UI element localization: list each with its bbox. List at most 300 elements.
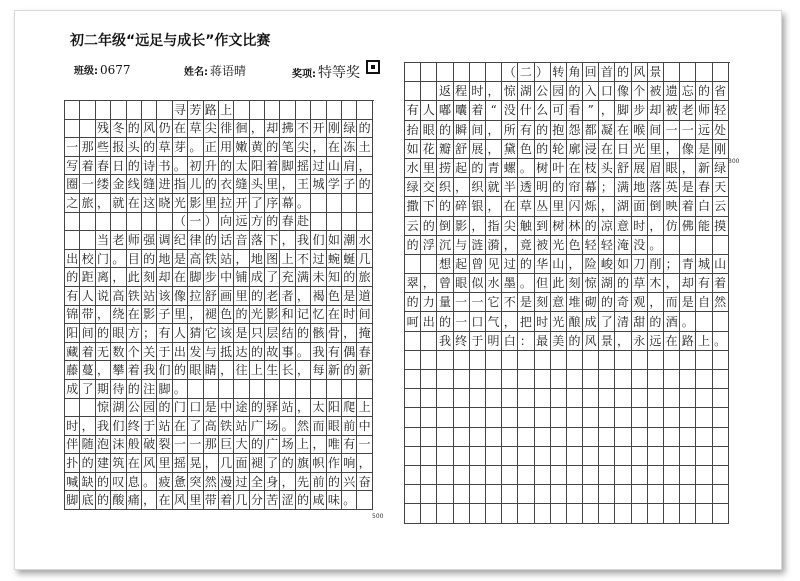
right-grid-cell [437, 63, 453, 82]
class-value: 0677 [100, 63, 131, 77]
right-grid-cell: 刚 [713, 140, 729, 159]
left-grid-cell: 的 [265, 138, 280, 157]
left-grid-cell: 几 [357, 250, 372, 269]
right-grid-cell: 奇 [615, 293, 631, 312]
left-grid-cell [142, 213, 157, 232]
left-grid-cell: 幕 [280, 194, 295, 213]
left-grid-cell: 初 [188, 157, 203, 176]
right-grid-cell [664, 485, 680, 504]
right-grid-cell: 佛 [680, 217, 696, 236]
left-grid-cell: 儿 [188, 175, 203, 194]
left-grid-cell: 的 [204, 231, 219, 250]
left-grid-cell: ， [111, 268, 126, 287]
left-grid-cell: 一 [80, 175, 95, 194]
right-grid-cell: 展 [632, 159, 648, 178]
right-grid-cell [486, 428, 502, 447]
right-grid-cell [502, 408, 518, 427]
left-grid-cell: 一 [173, 436, 188, 455]
right-grid-cell: 就 [486, 178, 502, 197]
right-grid-cell [535, 447, 551, 466]
right-grid-cell: 间 [470, 121, 486, 140]
right-grid-cell [680, 466, 696, 485]
right-grid-cell [615, 370, 631, 389]
right-grid-cell [713, 351, 729, 370]
right-grid-cell: 帘 [567, 178, 583, 197]
right-grid-cell: 曾 [470, 255, 486, 274]
left-grid-cell: 褪 [250, 454, 265, 473]
left-grid-cell: 个 [127, 343, 142, 362]
right-grid-cell [696, 312, 712, 331]
right-grid-cell [405, 82, 421, 101]
left-grid-cell: 过 [234, 473, 249, 492]
right-grid-cell [713, 370, 729, 389]
right-grid-cell: ， [648, 293, 664, 312]
right-grid-cell [486, 466, 502, 485]
right-grid-cell: 观 [632, 293, 648, 312]
left-grid-cell: 冬 [111, 120, 126, 139]
right-grid-cell [648, 447, 664, 466]
right-grid-cell: 师 [696, 101, 712, 120]
right-grid-cell: 此 [551, 274, 567, 293]
left-grid-cell: 层 [265, 324, 280, 343]
left-grid-cell: ， [342, 324, 357, 343]
right-grid-cell: 碎 [454, 197, 470, 216]
left-grid-cell: 有 [342, 436, 357, 455]
right-grid-cell: 里 [648, 140, 664, 159]
left-grid-cell: 摇 [296, 157, 311, 176]
right-grid-cell: 着 [713, 274, 729, 293]
left-grid-cell: 的 [296, 491, 311, 510]
right-grid-cell [405, 408, 421, 427]
right-grid-cell: ， [664, 274, 680, 293]
right-grid-cell [405, 466, 421, 485]
right-grid-cell: 终 [454, 332, 470, 351]
left-grid-cell: 色 [219, 306, 234, 325]
right-grid-cell: 与 [454, 236, 470, 255]
right-grid-cell: 时 [470, 82, 486, 101]
right-grid-cell [551, 466, 567, 485]
right-grid-cell: 树 [551, 217, 567, 236]
left-grid-cell: 裂 [157, 436, 172, 455]
right-grid-cell: 云 [713, 197, 729, 216]
left-grid-cell: 待 [111, 380, 126, 399]
right-grid-cell: 的 [405, 293, 421, 312]
left-grid-cell: 扑 [65, 454, 80, 473]
right-grid-cell: 的 [615, 274, 631, 293]
right-grid-cell: 湖 [518, 82, 534, 101]
left-grid-cell: 太 [234, 157, 249, 176]
right-grid-cell: 草 [632, 274, 648, 293]
right-grid-cell: 口 [599, 82, 615, 101]
right-grid-cell: 风 [632, 63, 648, 82]
left-grid-cell: 。 [280, 417, 295, 436]
right-grid-cell: 沉 [437, 236, 453, 255]
left-grid-cell [65, 120, 80, 139]
right-grid-cell [518, 370, 534, 389]
right-grid-cell: 山 [713, 255, 729, 274]
right-grid-cell: 光 [632, 140, 648, 159]
right-grid-cell: 是 [680, 293, 696, 312]
right-grid-cell: 地 [632, 178, 648, 197]
left-grid-cell: 门 [96, 250, 111, 269]
right-grid-cell [470, 351, 486, 370]
left-grid-cell: 风 [142, 454, 157, 473]
right-grid-cell [696, 351, 712, 370]
left-grid-cell: 脚 [280, 157, 295, 176]
left-grid-cell: 大 [234, 436, 249, 455]
right-grid-cell [405, 255, 421, 274]
left-grid-cell: 在 [173, 120, 188, 139]
right-grid-cell: 景 [648, 63, 664, 82]
left-grid-cell: 尖 [296, 138, 311, 157]
right-grid-cell: 程 [454, 82, 470, 101]
right-grid-cell [664, 408, 680, 427]
left-grid-cell: 徘 [219, 120, 234, 139]
right-grid-cell: 。 [713, 332, 729, 351]
left-grid-cell: 知 [327, 268, 342, 287]
left-grid-cell: 达 [234, 343, 249, 362]
right-grid-cell [470, 63, 486, 82]
left-grid-cell: 建 [96, 454, 111, 473]
right-grid-cell: 华 [535, 255, 551, 274]
right-grid-cell: ， [599, 197, 615, 216]
right-grid-cell: 倒 [437, 217, 453, 236]
left-grid-cell: 苦 [265, 491, 280, 510]
left-grid-cell: 间 [357, 306, 372, 325]
right-grid-cell: 水 [405, 159, 421, 178]
left-grid-cell: 那 [80, 138, 95, 157]
left-grid-cell: 分 [250, 491, 265, 510]
left-grid-cell: 门 [173, 399, 188, 418]
left-grid-cell: 的 [96, 324, 111, 343]
left-grid-cell: 一 [357, 436, 372, 455]
left-grid-cell: 我 [96, 417, 111, 436]
right-grid-cell [470, 408, 486, 427]
left-grid-cell: 肩 [342, 157, 357, 176]
left-grid-cell: 有 [327, 343, 342, 362]
right-grid-cell: 的 [437, 312, 453, 331]
right-grid-cell: 不 [502, 293, 518, 312]
right-grid-cell: 的 [405, 236, 421, 255]
left-grid-cell: 摇 [173, 454, 188, 473]
right-grid-cell: 时 [632, 217, 648, 236]
right-grid-cell [502, 504, 518, 523]
left-grid-cell: 叹 [111, 473, 126, 492]
left-grid-cell: 在 [127, 454, 142, 473]
left-grid-cell: 它 [204, 324, 219, 343]
right-grid-cell: 云 [405, 217, 421, 236]
right-grid-cell [502, 351, 518, 370]
right-grid-cell: 刻 [535, 293, 551, 312]
left-grid-cell: 带 [80, 306, 95, 325]
right-grid-cell [518, 447, 534, 466]
left-grid-cell [342, 194, 357, 213]
name-field [184, 62, 246, 79]
left-grid-cell: 铺 [234, 268, 249, 287]
right-grid-cell [486, 447, 502, 466]
right-grid-cell: 远 [648, 332, 664, 351]
right-grid-cell: 幕 [583, 178, 599, 197]
right-grid-cell: 淹 [615, 236, 631, 255]
right-grid-cell [551, 485, 567, 504]
award-value: 特等奖 [318, 65, 360, 81]
left-grid-cell: 日 [111, 157, 126, 176]
right-grid-cell: 漪 [486, 236, 502, 255]
left-grid-cell: 期 [96, 380, 111, 399]
left-grid-cell: 着 [80, 343, 95, 362]
right-grid-cell: 削 [648, 255, 664, 274]
right-grid-cell [421, 255, 437, 274]
right-grid-cell: 枝 [583, 159, 599, 178]
left-grid-cell: 终 [127, 417, 142, 436]
left-grid-cell: 方 [127, 324, 142, 343]
left-grid-cell: 时 [65, 417, 80, 436]
left-grid-cell: 说 [96, 287, 111, 306]
left-grid-cell: 上 [357, 399, 372, 418]
right-grid-cell: 日 [615, 140, 631, 159]
left-grid-cell: 的 [142, 250, 157, 269]
left-grid-cell: 的 [327, 473, 342, 492]
left-grid-cell: 漫 [219, 473, 234, 492]
left-grid-cell: 芳 [188, 101, 203, 120]
right-grid-cell: 湖 [599, 274, 615, 293]
left-grid-cell: 。 [188, 138, 203, 157]
left-grid-cell: ， [80, 417, 95, 436]
left-grid-cell: ， [219, 361, 234, 380]
right-grid-cell: 的 [421, 217, 437, 236]
left-grid-cell: 春 [357, 343, 372, 362]
right-grid-cell: 间 [648, 121, 664, 140]
right-grid-cell [421, 428, 437, 447]
left-grid-cell: 的 [204, 175, 219, 194]
right-grid-cell: 力 [421, 293, 437, 312]
right-grid-cell [567, 504, 583, 523]
left-grid-cell: 头 [127, 138, 142, 157]
right-grid-cell: 一 [454, 312, 470, 331]
right-grid-cell [454, 408, 470, 427]
left-grid-cell: 音 [234, 231, 249, 250]
left-grid-cell: 圈 [65, 175, 80, 194]
left-grid-cell: 泡 [96, 436, 111, 455]
left-grid-cell: 里 [234, 287, 249, 306]
left-grid-cell: 步 [204, 268, 219, 287]
right-grid-cell: 曾 [437, 274, 453, 293]
right-grid-cell [664, 370, 680, 389]
right-grid-cell [680, 370, 696, 389]
right-grid-cell: 里 [551, 197, 567, 216]
right-grid-cell [567, 485, 583, 504]
left-grid-cell: 驿 [265, 399, 280, 418]
right-grid-cell [486, 63, 502, 82]
right-grid-cell [664, 466, 680, 485]
right-grid-cell [421, 332, 437, 351]
left-grid-cell [265, 101, 280, 120]
right-grid-cell: 捞 [437, 159, 453, 178]
right-grid-cell [599, 351, 615, 370]
left-grid-cell: 道 [357, 287, 372, 306]
right-grid-cell [421, 485, 437, 504]
left-grid-cell: 出 [173, 343, 188, 362]
right-grid-cell: 美 [551, 332, 567, 351]
right-grid-cell [632, 408, 648, 427]
left-grid-cell: 的 [357, 175, 372, 194]
left-grid-cell: 中 [219, 268, 234, 287]
right-grid-cell: 有 [405, 101, 421, 120]
left-grid-cell: 的 [296, 324, 311, 343]
left-grid-cell: 高 [188, 250, 203, 269]
right-grid-cell [615, 485, 631, 504]
right-grid-cell [405, 485, 421, 504]
right-grid-cell [437, 408, 453, 427]
left-grid-cell: （ [173, 213, 188, 232]
left-grid-cell: 了 [80, 380, 95, 399]
left-grid-cell: ； [142, 324, 157, 343]
right-grid-cell [567, 447, 583, 466]
right-grid-cell: 然 [713, 293, 729, 312]
right-grid-cell: 木 [648, 274, 664, 293]
left-grid-cell: 笔 [280, 138, 295, 157]
left-grid-cell: ， [311, 436, 326, 455]
right-grid-cell: 仿 [664, 217, 680, 236]
left-grid-cell: 时 [342, 306, 357, 325]
left-grid-cell: 奋 [357, 473, 372, 492]
right-grid-cell [405, 63, 421, 82]
right-grid-cell [648, 466, 664, 485]
right-grid-cell: ， [486, 82, 502, 101]
right-grid-cell: 在 [615, 121, 631, 140]
right-grid-cell [599, 504, 615, 523]
left-grid-cell: 掩 [357, 324, 372, 343]
left-grid-cell: 于 [142, 417, 157, 436]
right-grid-cell: ， [664, 140, 680, 159]
left-grid-cell: 山 [327, 157, 342, 176]
right-grid-cell: 色 [567, 236, 583, 255]
right-grid-cell: 刻 [567, 274, 583, 293]
right-grid-cell [615, 504, 631, 523]
right-grid-cell [664, 428, 680, 447]
right-grid-cell: 永 [632, 332, 648, 351]
left-grid-cell: 在 [327, 138, 342, 157]
left-grid-cell: 着 [265, 157, 280, 176]
left-grid-cell: 们 [111, 417, 126, 436]
left-grid-cell: 头 [250, 175, 265, 194]
right-grid-cell: 光 [551, 312, 567, 331]
left-grid-cell: 抵 [219, 343, 234, 362]
left-grid-cell: ， [296, 287, 311, 306]
right-grid-cell: 首 [599, 63, 615, 82]
right-grid-cell [615, 351, 631, 370]
right-grid-cell: 老 [680, 101, 696, 120]
left-grid-cell: 的 [265, 213, 280, 232]
right-grid-cell: 抱 [551, 121, 567, 140]
right-grid-cell: 步 [632, 101, 648, 120]
right-grid-cell: 的 [583, 217, 599, 236]
right-grid-cell: ； [599, 178, 615, 197]
right-grid-cell [454, 370, 470, 389]
left-grid-cell: 草 [157, 138, 172, 157]
right-grid-cell: 着 [470, 101, 486, 120]
left-grid-cell: 律 [188, 231, 203, 250]
left-grid-cell: 于 [157, 343, 172, 362]
right-grid-cell: 二 [518, 63, 534, 82]
left-grid-cell: 该 [157, 287, 172, 306]
left-grid-cell: 的 [342, 268, 357, 287]
left-grid-cell: 我 [296, 231, 311, 250]
right-grid-cell: 眉 [648, 159, 664, 178]
left-grid-cell: 里 [265, 175, 280, 194]
left-grid-cell: ， [357, 454, 372, 473]
right-grid-cell: 风 [583, 332, 599, 351]
left-grid-cell: 全 [250, 473, 265, 492]
right-grid-cell: 指 [486, 217, 502, 236]
left-grid-cell: 该 [219, 324, 234, 343]
left-grid-cell: 进 [157, 175, 172, 194]
right-grid-cell: 到 [535, 217, 551, 236]
right-grid-cell: 没 [502, 101, 518, 120]
left-grid-cell: 着 [127, 361, 142, 380]
right-grid-cell: 口 [470, 312, 486, 331]
left-grid-cell: 是 [342, 287, 357, 306]
left-grid-cell: 老 [265, 287, 280, 306]
left-grid-cell: 站 [142, 287, 157, 306]
right-grid-cell [615, 408, 631, 427]
left-grid-cell: 的 [357, 120, 372, 139]
left-grid-cell: 的 [142, 138, 157, 157]
right-grid-cell: 一 [470, 293, 486, 312]
right-grid-cell: ， [486, 121, 502, 140]
left-grid-cell: 咸 [311, 491, 326, 510]
right-grid-cell: 像 [615, 82, 631, 101]
left-grid-cell [234, 101, 249, 120]
left-grid-cell: 喊 [65, 473, 80, 492]
left-grid-cell: 带 [204, 491, 219, 510]
right-grid-cell [599, 370, 615, 389]
left-grid-cell: 脚 [188, 268, 203, 287]
right-grid-cell [405, 504, 421, 523]
left-grid-cell: 阳 [250, 157, 265, 176]
right-grid-cell [421, 447, 437, 466]
left-grid-cell: 过 [311, 250, 326, 269]
right-grid-cell: 是 [680, 178, 696, 197]
right-grid-cell [551, 351, 567, 370]
left-grid-cell: 攀 [111, 361, 126, 380]
right-grid-cell: “ [486, 101, 502, 120]
left-grid-cell: 上 [296, 436, 311, 455]
right-grid-cell: 公 [535, 82, 551, 101]
left-grid-cell: 疲 [157, 473, 172, 492]
left-grid-cell: 巨 [219, 436, 234, 455]
left-grid-cell: 水 [357, 231, 372, 250]
left-grid-cell: 中 [219, 399, 234, 418]
right-grid-cell: 黛 [502, 140, 518, 159]
right-grid-cell: 的 [615, 63, 631, 82]
right-grid-cell: 。 [518, 274, 534, 293]
left-grid-cell: 开 [234, 194, 249, 213]
left-grid-cell: 中 [357, 417, 372, 436]
left-grid-cell [250, 380, 265, 399]
left-grid-cell: 上 [280, 250, 295, 269]
left-grid-cell: 缺 [80, 473, 95, 492]
right-grid-cell: 惊 [502, 82, 518, 101]
left-grid-cell: 缝 [142, 175, 157, 194]
left-grid-cell: 新 [357, 361, 372, 380]
right-grid-cell [583, 447, 599, 466]
left-grid-cell: 光 [173, 194, 188, 213]
left-grid-cell: 湖 [111, 399, 126, 418]
right-grid-cell [713, 312, 729, 331]
right-grid-cell: ， [421, 274, 437, 293]
right-grid-cell: 的 [567, 82, 583, 101]
